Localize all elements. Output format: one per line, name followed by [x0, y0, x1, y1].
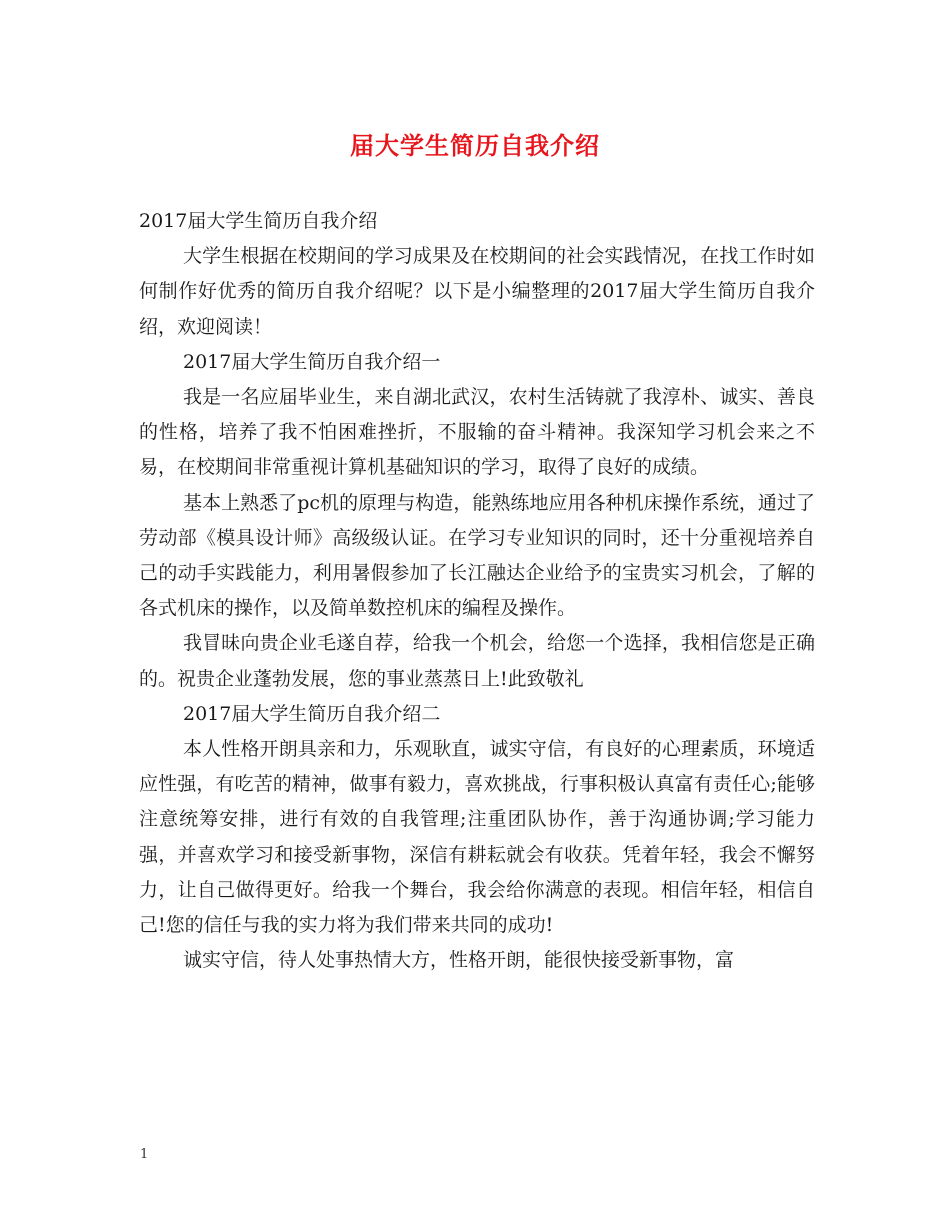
paragraph: 基本上熟悉了pc机的原理与构造，能熟练地应用各种机床操作系统，通过了劳动部《模具设计师》高级级认证。在学习专业知识的同时，还十分重视培养自己的动手实践能力，利用暑假参加了长江融达企业给予的宝贵实习机会，了解的各式机床的操作，以及简单数控机床的编程及操作。: [139, 491, 815, 620]
section-heading: 2017届大学生简历自我介绍二: [183, 702, 441, 725]
document-body: [139, 204, 815, 978]
paragraph: 本人性格开朗具亲和力，乐观耿直，诚实守信，有良好的心理素质，环境适应性强，有吃苦的精神，做事有毅力，喜欢挑战，行事积极认真富有责任心;能够注意统筹安排，进行有效的自我管理;注重团队协作，善于沟通协调;学习能力强，并喜欢学习和接受新事物，深信有耕耘就会有收获。凭着年轻，我会不懈努力，让自己做得更好。给我一个舞台，我会给你满意的表现。相信年轻，相信自己!您的信任与我的实力将为我们带来共同的成功!: [139, 738, 815, 937]
paragraph: 诚实守信，待人处事热情大方，性格开朗，能很快接受新事物，富: [183, 949, 735, 972]
paragraph-heading: 2017届大学生简历自我介绍: [139, 210, 378, 232]
paragraph: 我是一名应届毕业生，来自湖北武汉，农村生活铸就了我淳朴、诚实、善良的性格，培养了我不怕困难挫折，不服输的奋斗精神。我深知学习机会来之不易，在校期间非常重视计算机基础知识的学习，取得了良好的成绩。: [139, 386, 815, 479]
page-number: 1: [140, 1147, 149, 1162]
page-title: 届大学生简历自我介绍: [350, 131, 600, 160]
section-heading: 2017届大学生简历自我介绍一: [183, 350, 441, 373]
paragraph: 大学生根据在校期间的学习成果及在校期间的社会实践情况，在找工作时如何制作好优秀的简历自我介绍呢？以下是小编整理的2017届大学生简历自我介绍，欢迎阅读！: [139, 245, 815, 338]
paragraph: 我冒昧向贵企业毛遂自荐，给我一个机会，给您一个选择，我相信您是正确的。祝贵企业蓬勃发展，您的事业蒸蒸日上!此致敬礼: [139, 632, 815, 690]
